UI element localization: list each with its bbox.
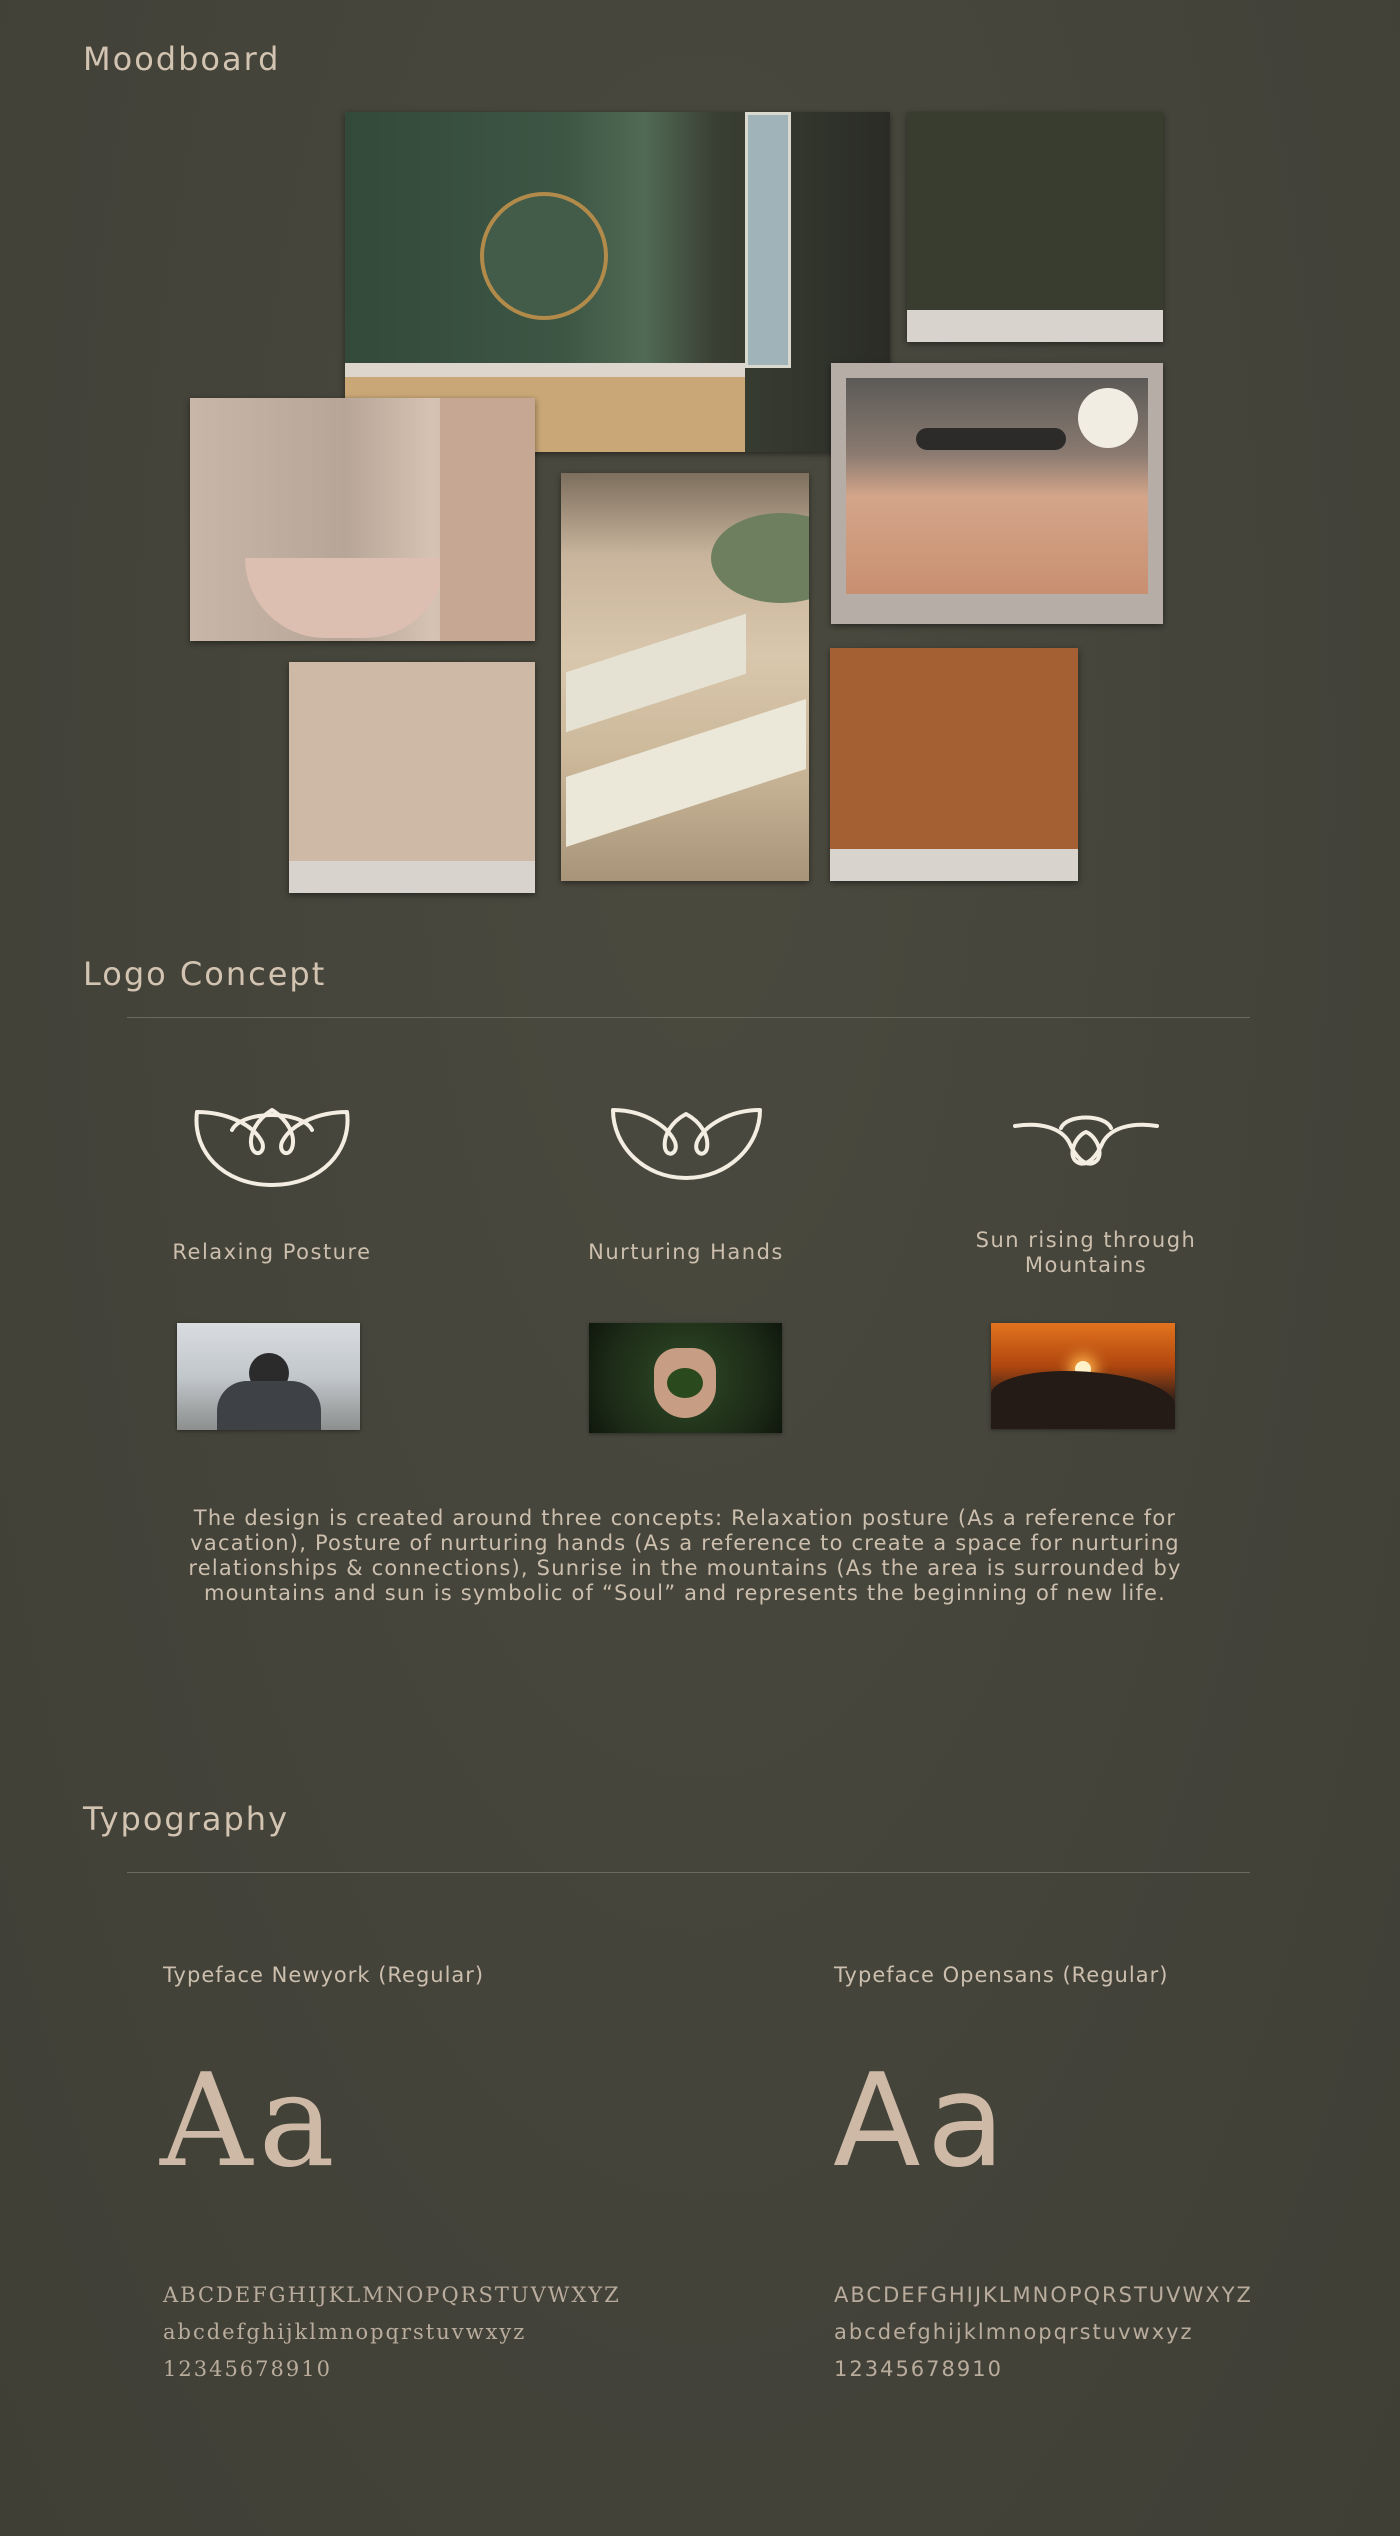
color-swatch-rust (830, 648, 1078, 881)
nurturing-hands-photo (589, 1323, 782, 1433)
typeface-2-lowercase: abcdefghijklmnopqrstuvwxyz (834, 2320, 1194, 2344)
logo-concept-2-label: Nurturing Hands (588, 1240, 784, 1264)
logo-concept-2 (526, 1106, 846, 1181)
logo-concept-3-label-line1: Sun rising through (975, 1228, 1197, 1252)
color-swatch-beige (289, 662, 535, 893)
typeface-1-lowercase: abcdefghijklmnopqrstuvwxyz (163, 2320, 527, 2344)
logo-concept-3-label-line2: Mountains (1024, 1253, 1148, 1277)
typography-title: Typography (83, 1800, 289, 1838)
logo-concept-1-label: Relaxing Posture (172, 1240, 372, 1264)
typeface-1-sample: Aa (160, 2047, 341, 2196)
typeface-1-numbers: 12345678910 (163, 2357, 332, 2381)
hands-icon (609, 1106, 764, 1181)
section-divider (127, 1017, 1250, 1018)
logo-concept-3 (926, 1112, 1246, 1172)
lotus-icon (192, 1100, 352, 1190)
typeface-2-label: Typeface Opensans (Regular) (834, 1963, 1169, 1987)
typeface-2-sample: Aa (833, 2047, 1011, 2196)
moodboard-title: Moodboard (83, 40, 281, 78)
color-swatch-green (907, 112, 1163, 342)
sunrise-photo (991, 1323, 1175, 1429)
logo-concept-1 (112, 1100, 432, 1190)
typeface-2-numbers: 12345678910 (834, 2357, 1003, 2381)
swatch-band (289, 861, 535, 893)
swatch-band (907, 310, 1163, 342)
bathtub-photo (190, 398, 535, 641)
typeface-1-label: Typeface Newyork (Regular) (163, 1963, 485, 1987)
massage-photo (831, 363, 1163, 624)
logo-concept-3-label (926, 1228, 1246, 1278)
logo-concept-description: The design is created around three concepts: Relaxation posture (As a reference for vacation), Posture of nurturing hands (As a reference to create a space for nurturing relationships & connections), Sunrise in the mountains (As the area is surrounded by mountains and sun is symbolic of “Soul” and represents the beginning of new life. (188, 1506, 1182, 1605)
typeface-2-uppercase: ABCDEFGHIJKLMNOPQRSTUVWXYZ (834, 2283, 1253, 2307)
swatch-band (830, 849, 1078, 881)
logo-concept-title: Logo Concept (83, 955, 327, 993)
relaxing-posture-photo (177, 1323, 360, 1430)
poolside-photo (561, 473, 809, 881)
massage-photo-image (846, 378, 1148, 594)
sunrise-icon (1011, 1112, 1161, 1172)
typeface-1-uppercase: ABCDEFGHIJKLMNOPQRSTUVWXYZ (163, 2283, 621, 2307)
section-divider (127, 1872, 1250, 1873)
